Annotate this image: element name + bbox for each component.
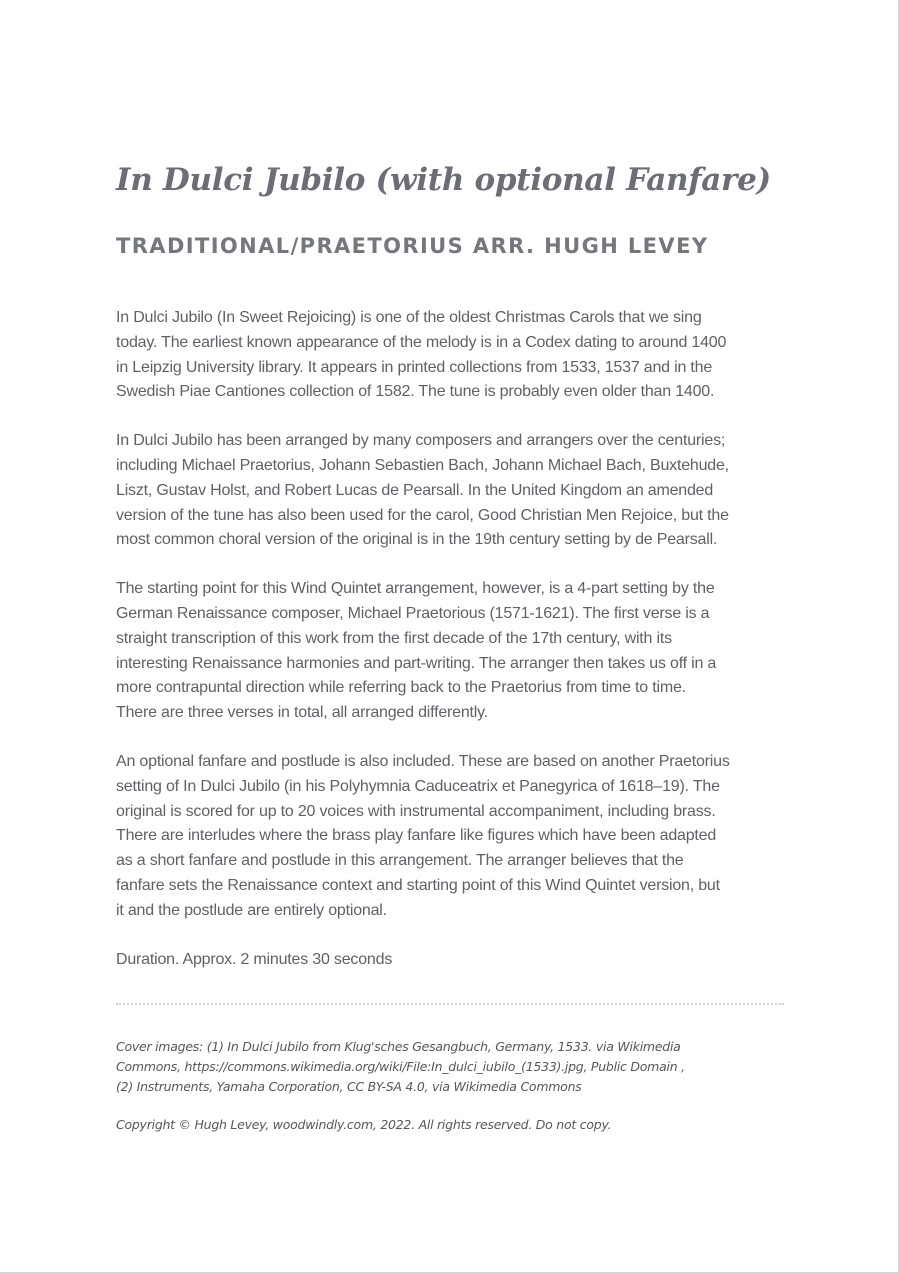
paragraph-line: setting of In Dulci Jubilo (in his Polyhymnia Caduceatrix et Panegyrica of 1618–19). The bbox=[116, 777, 720, 795]
paragraph-line: German Renaissance composer, Michael Praetorious (1571-1621). The first verse is a bbox=[116, 604, 710, 622]
page-title: In Dulci Jubilo (with optional Fanfare) bbox=[116, 162, 771, 198]
paragraph-history bbox=[116, 306, 784, 405]
paragraph-line: In Dulci Jubilo (In Sweet Rejoicing) is one of the oldest Christmas Carols that we sing bbox=[116, 309, 702, 326]
paragraph-line: version of the tune has also been used for the carol, Good Christian Men Rejoice, but the bbox=[116, 506, 729, 524]
copyright-notice: Copyright © Hugh Levey, woodwindly.com, 2022. All rights reserved. Do not copy. bbox=[116, 1117, 612, 1133]
paragraph-line: as a short fanfare and postlude in this arrangement. The arranger believes that the bbox=[116, 852, 684, 870]
paragraph-line: Liszt, Gustav Holst, and Robert Lucas de Pearsall. In the United Kingdom an amended bbox=[116, 481, 714, 499]
paragraph-line: original is scored for up to 20 voices with instrumental accompaniment, including brass. bbox=[116, 802, 716, 820]
paragraph-line: more contrapuntal direction while referring back to the Praetorius from time to time. bbox=[116, 679, 686, 697]
paragraph-line: most common choral version of the original is in the 19th century setting by de Pearsall. bbox=[116, 531, 718, 549]
paragraph-line: Swedish Piae Cantiones collection of 1582. The tune is probably even older than 1400. bbox=[116, 383, 715, 401]
paragraph-line: In Dulci Jubilo has been arranged by many composers and arrangers over the centuries; bbox=[116, 432, 726, 450]
paragraph-line: The starting point for this Wind Quintet arrangement, however, is a 4-part setting by the bbox=[116, 580, 715, 598]
paragraph-line: There are interludes where the brass play fanfare like figures which have been adapted bbox=[116, 827, 717, 845]
paragraph-line: in Leipzig University library. It appears in printed collections from 1533, 1537 and in the bbox=[116, 358, 713, 376]
paragraph-line: fanfare sets the Renaissance context and starting point of this Wind Quintet version, but bbox=[116, 876, 720, 894]
paragraph-line: interesting Renaissance harmonies and part-writing. The arranger then takes us off in a bbox=[116, 654, 717, 672]
credits-line: (2) Instruments, Yamaha Corporation, CC BY-SA 4.0, via Wikimedia Commons bbox=[116, 1079, 582, 1095]
paragraph-fanfare bbox=[116, 750, 784, 924]
paragraph-arrangements bbox=[116, 429, 784, 553]
cover-image-credits bbox=[116, 1037, 784, 1097]
dotted-divider bbox=[116, 1003, 784, 1005]
credits-line: Commons, https://commons.wikimedia.org/wiki/File:In_dulci_iubilo_(1533).jpg, Public Domain , bbox=[116, 1059, 685, 1075]
paragraph-line: it and the postlude are entirely optional. bbox=[116, 901, 387, 919]
duration-text: Duration. Approx. 2 minutes 30 seconds bbox=[116, 950, 393, 968]
page-content bbox=[116, 158, 784, 1135]
paragraph-line: including Michael Praetorius, Johann Sebastien Bach, Johann Michael Bach, Buxtehude, bbox=[116, 456, 729, 474]
paragraph-line: An optional fanfare and postlude is also included. These are based on another Praetorius bbox=[116, 752, 730, 770]
page-subtitle: TRADITIONAL/PRAETORIUS ARR. HUGH LEVEY bbox=[116, 234, 709, 258]
paragraph-line: There are three verses in total, all arranged differently. bbox=[116, 704, 489, 722]
paragraph-line: straight transcription of this work from the first decade of the 17th century, with its bbox=[116, 629, 672, 647]
credits-line: Cover images: (1) In Dulci Jubilo from Klug'sches Gesangbuch, Germany, 1533. via Wikimedia bbox=[116, 1039, 681, 1055]
paragraph-quintet-setting bbox=[116, 577, 784, 726]
paragraph-line: today. The earliest known appearance of the melody is in a Codex dating to around 1400 bbox=[116, 333, 727, 351]
